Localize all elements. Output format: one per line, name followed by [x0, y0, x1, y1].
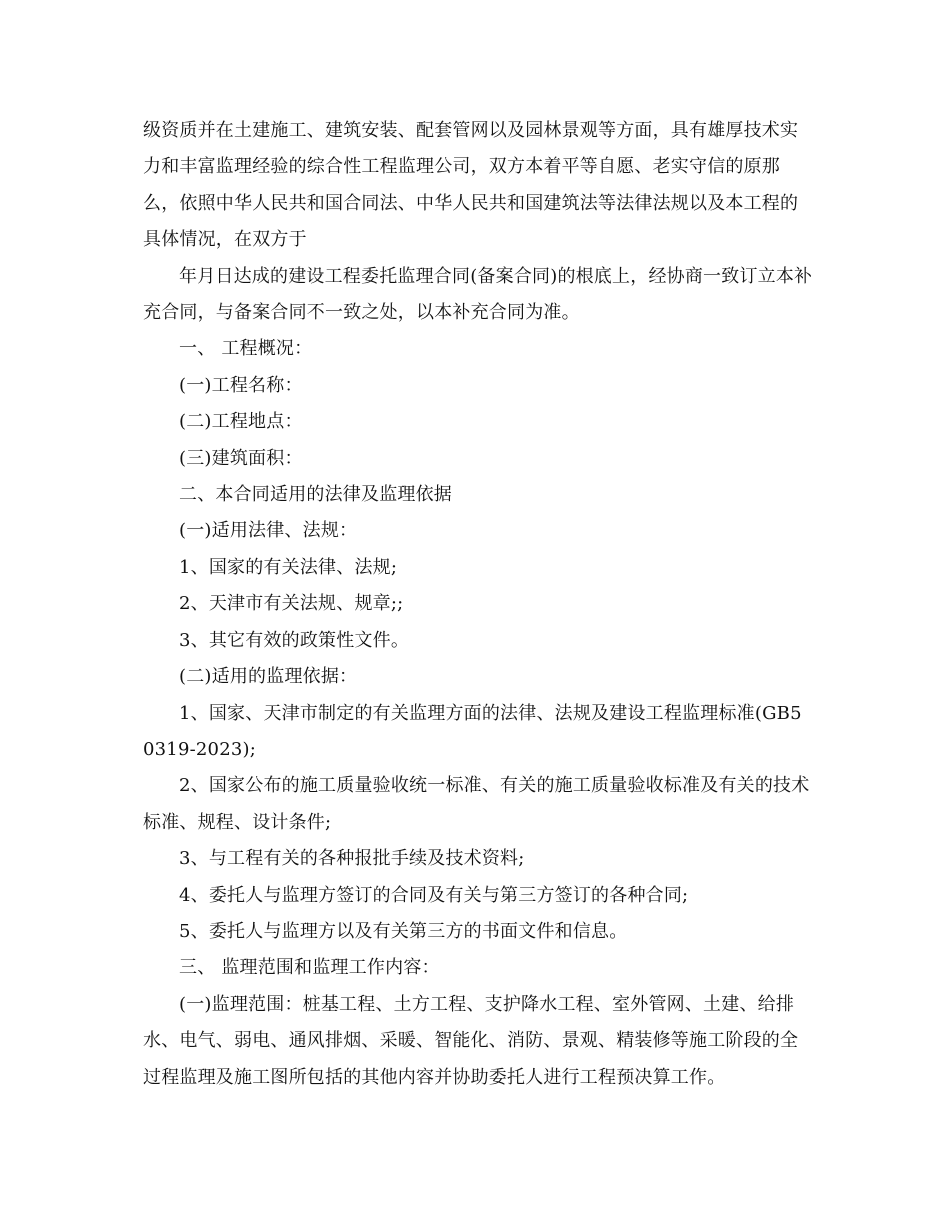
subsection-applicable-laws: (一)适用法律、法规： [179, 520, 358, 542]
paragraph-date-agreement: 年月日达成的建设工程委托监理合同(备案合同)的根底上，经协商一致订立本补充合同，与备案合同不一致之处，以本补充合同为准。 [143, 265, 813, 324]
list-item-written-documents: 5、委托人与监理方以及有关第三方的书面文件和信息。 [179, 920, 628, 942]
field-project-name: (一)工程名称： [179, 374, 303, 396]
list-item-national-laws: 1、国家的有关法律、法规; [179, 556, 398, 578]
list-item-tianjin-regulations: 2、天津市有关法规、规章;; [179, 593, 404, 615]
subsection-supervision-basis: (二)适用的监理依据： [179, 666, 358, 688]
list-item-supervision-standards: 1、国家、天津市制定的有关监理方面的法律、法规及建设工程监理标准(GB50319-2023); [143, 702, 802, 760]
list-item-contracts: 4、委托人与监理方签订的合同及有关与第三方签订的各种合同; [179, 884, 689, 906]
paragraph-opening: 级资质并在土建施工、建筑安装、配套管网以及园林景观等方面，具有雄厚技术实力和丰富监理经验的综合性工程监理公司，双方本着平等自愿、老实守信的原那么，依照中华人民共和国合同法、中华人民共和国建筑法等法律法规以及本工程的具体情况，在双方于 [143, 120, 799, 251]
list-item-approval-procedures: 3、与工程有关的各种报批手续及技术资料; [179, 848, 525, 870]
field-building-area: (三)建筑面积： [179, 447, 303, 469]
field-project-location: (二)工程地点： [179, 411, 303, 433]
section-heading-project-overview: 一、 工程概况： [179, 338, 313, 360]
list-item-policy-documents: 3、其它有效的政策性文件。 [179, 629, 410, 651]
list-item-acceptance-standards: 2、国家公布的施工质量验收统一标准、有关的施工质量验收标准及有关的技术标准、规程、设计条件; [143, 775, 810, 833]
document-body [143, 113, 813, 1096]
paragraph-supervision-scope: (一)监理范围：桩基工程、土方工程、支护降水工程、室外管网、土建、给排水、电气、弱电、通风排烟、采暖、智能化、消防、景观、精装修等施工阶段的全过程监理及施工图所包括的其他内容并协助委托人进行工程预决算工作。 [143, 993, 799, 1088]
section-heading-supervision-scope: 三、 监理范围和监理工作内容： [179, 957, 440, 979]
section-heading-applicable-law: 二、本合同适用的法律及监理依据 [179, 484, 452, 506]
